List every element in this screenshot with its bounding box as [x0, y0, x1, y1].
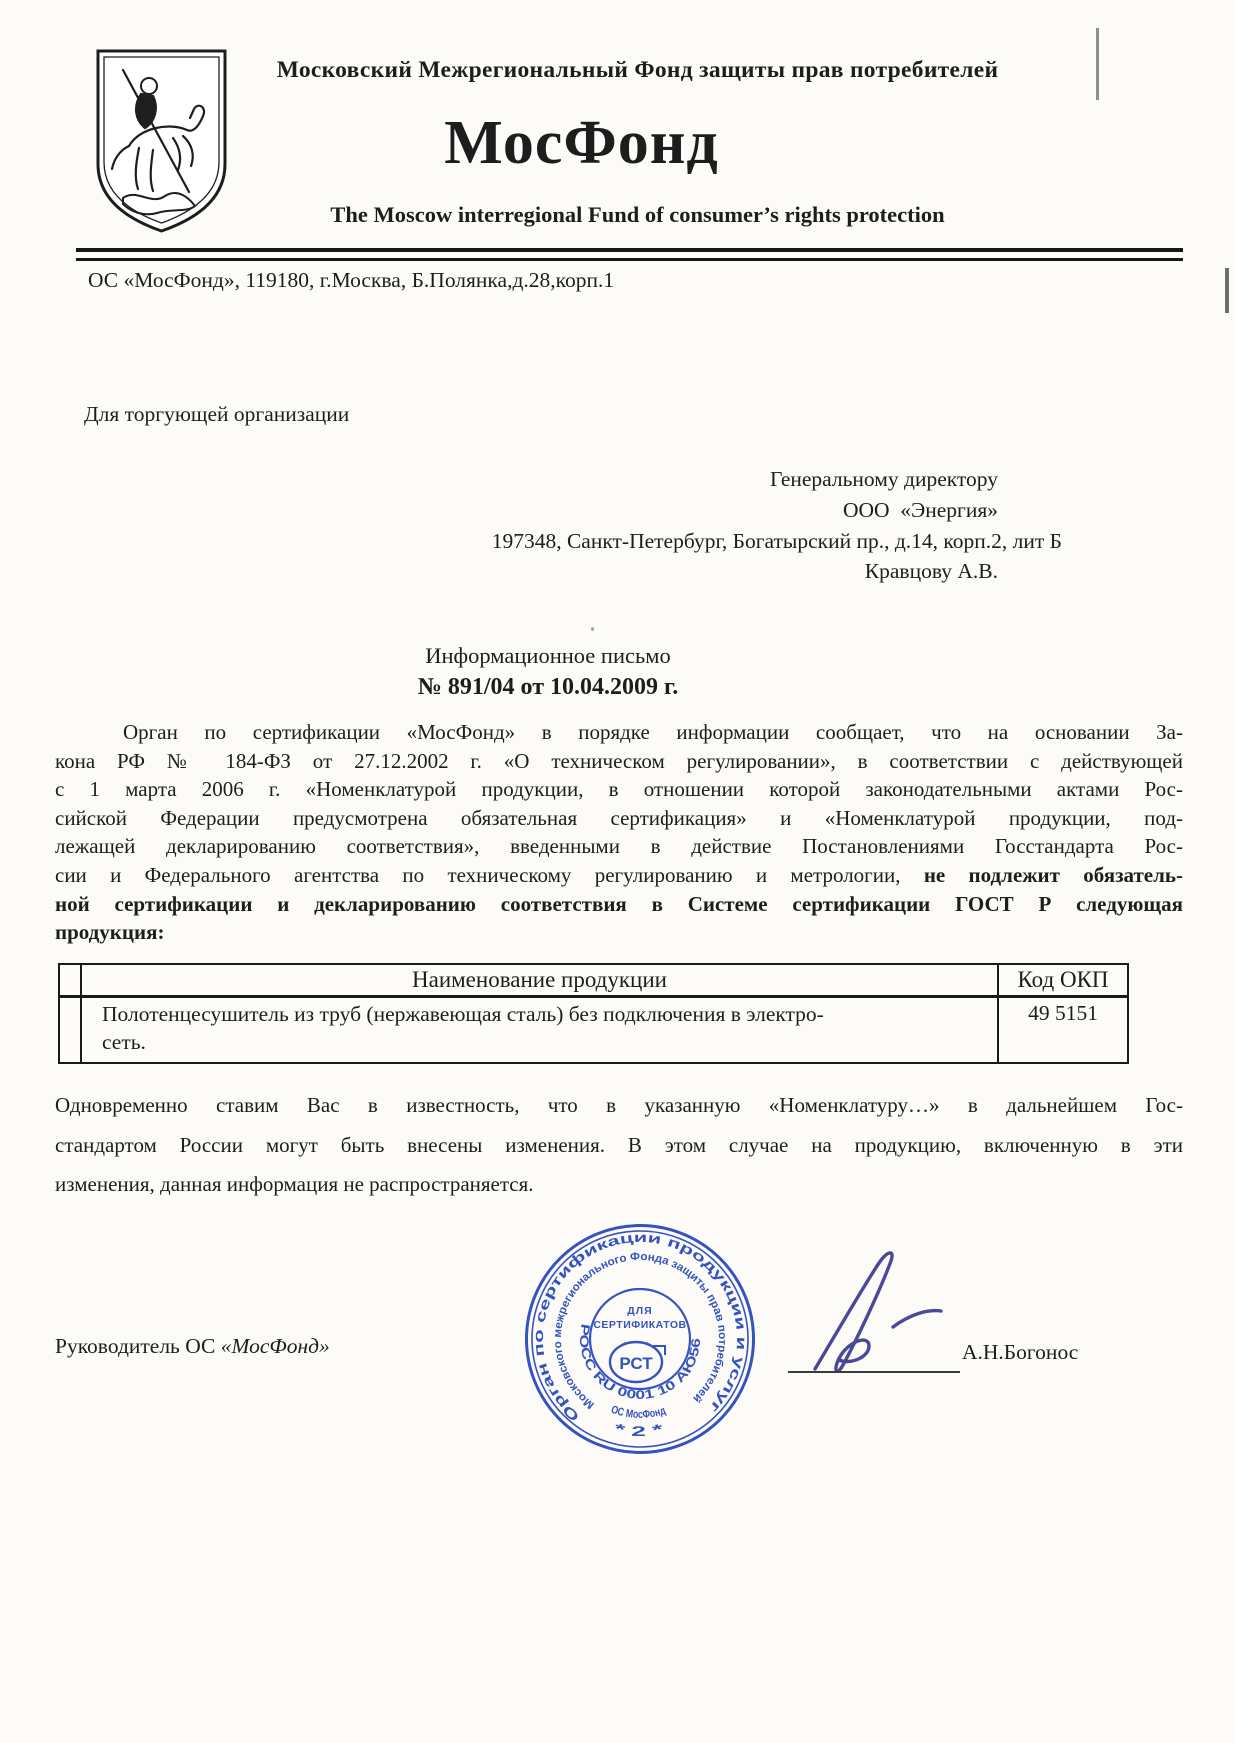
recipient-note: Для торгующей организации: [84, 402, 350, 426]
stamp-outer-bottom-text: * 2 *: [613, 1419, 660, 1439]
letter-body-paragraph-1: [55, 718, 1183, 947]
body-line: кона РФ № 184-ФЗ от 27.12.2002 г. «О техническом регулировании», в соответствии с действующей: [55, 748, 1183, 773]
body-line: Одновременно ставим Вас в известность, что в указанную «Номенклатуру…» в дальнейшем Гос-: [55, 1093, 1183, 1117]
svg-text:* 2 *: [613, 1420, 665, 1439]
body-line: продукция:: [55, 920, 165, 945]
stamp-center-line2: СЕРТИФИКАТОВ: [593, 1319, 687, 1331]
svg-text:ОС МосФонд: [609, 1404, 667, 1421]
okp-code-cell: 49 5151: [998, 997, 1128, 1064]
header-rule-bottom: [76, 258, 1183, 261]
stamp-outer-ring-text: Орган по сертификации продукции и услуг: [530, 1229, 750, 1425]
body-line: сии и Федерального агентства по техническому регулированию и метрологии, не подлежит обязатель-: [55, 862, 1183, 887]
col-header-product-name: Наименование продукции: [81, 964, 998, 997]
header-rule-top: [76, 248, 1183, 252]
body-line: лежащей декларированию соответствия», введенными в действие Постановлениями Госстандарта Рос-: [55, 834, 1183, 859]
certification-stamp: [523, 1222, 757, 1461]
table-empty-cell: [59, 997, 81, 1064]
body-line: стандартом России могут быть внесены изменения. В этом случае на продукцию, включенную в эти: [55, 1132, 1183, 1157]
body-line: с 1 марта 2006 г. «Номенклатурой продукции, в отношении которой законодательными актами Рос-: [55, 777, 1183, 802]
signature-underline: [788, 1371, 960, 1373]
stamp-center-line1: ДЛЯ: [627, 1305, 653, 1317]
org-name-en: The Moscow interregional Fund of consumer’s rights protection: [330, 202, 945, 227]
rst-logo-text: РСТ: [619, 1354, 653, 1373]
recipient-block: [380, 464, 1062, 587]
scan-artifact: [1096, 28, 1099, 100]
col-header-okp-code: Код ОКП: [998, 964, 1128, 997]
letter-body-paragraph-2: [55, 1086, 1183, 1205]
recipient-line: Генеральному директору: [770, 467, 998, 491]
recipient-line: ООО «Энергия»: [842, 497, 998, 522]
stamp-middle-ring-text: Московского межрегионального Фонда защиты прав потребителей: [551, 1250, 729, 1411]
handwritten-signature: [775, 1243, 975, 1383]
body-line: изменения, данная информация не распространяется.: [55, 1172, 534, 1196]
org-address-line: ОС «МосФонд», 119180, г.Москва, Б.Полянка,д.28,корп.1: [88, 268, 615, 292]
scan-artifact: [1225, 268, 1229, 313]
signee-name: А.Н.Богонос: [962, 1340, 1079, 1364]
table-corner-cell: [59, 964, 81, 997]
letter-title: Информационное письмо: [425, 643, 671, 668]
table-header-row: [59, 964, 1128, 997]
letter-number: № 891/04 от 10.04.2009 г.: [417, 674, 679, 700]
product-name-cell: Полотенцесушитель из труб (нержавеющая сталь) без подключения в электро- сеть.: [81, 997, 998, 1064]
stamp-inner-ring-text: РОСС RU 0001 10 АЮ56: [576, 1322, 703, 1402]
stamp-middle-bottom-text: ОС МосФонд: [609, 1403, 669, 1422]
scan-artifact: [591, 627, 594, 631]
recipient-line: 197348, Санкт-Петербург, Богатырский пр., д.14, корп.2, лит Б: [491, 528, 1062, 553]
stamp-svg: [523, 1222, 757, 1456]
stamp-texts: [531, 1230, 749, 1439]
signature-label: Руководитель ОС «МосФонд»: [55, 1334, 330, 1358]
body-line: ной сертификации и декларированию соответствия в Системе сертификации ГОСТ Р следующая: [55, 891, 1183, 916]
body-line: Орган по сертификации «МосФонд» в порядке информации сообщает, что на основании За-: [123, 720, 1183, 744]
body-line: сийской Федерации предусмотрена обязательная сертификация» и «Номенклатурой продукции, под-: [55, 805, 1183, 830]
product-table: [58, 963, 1129, 1064]
org-name-ru: Московский Межрегиональный Фонд защиты прав потребителей: [276, 57, 999, 83]
table-row: [59, 997, 1128, 1064]
recipient-line: Кравцову А.В.: [864, 559, 998, 584]
brand-title: МосФонд: [444, 109, 719, 177]
